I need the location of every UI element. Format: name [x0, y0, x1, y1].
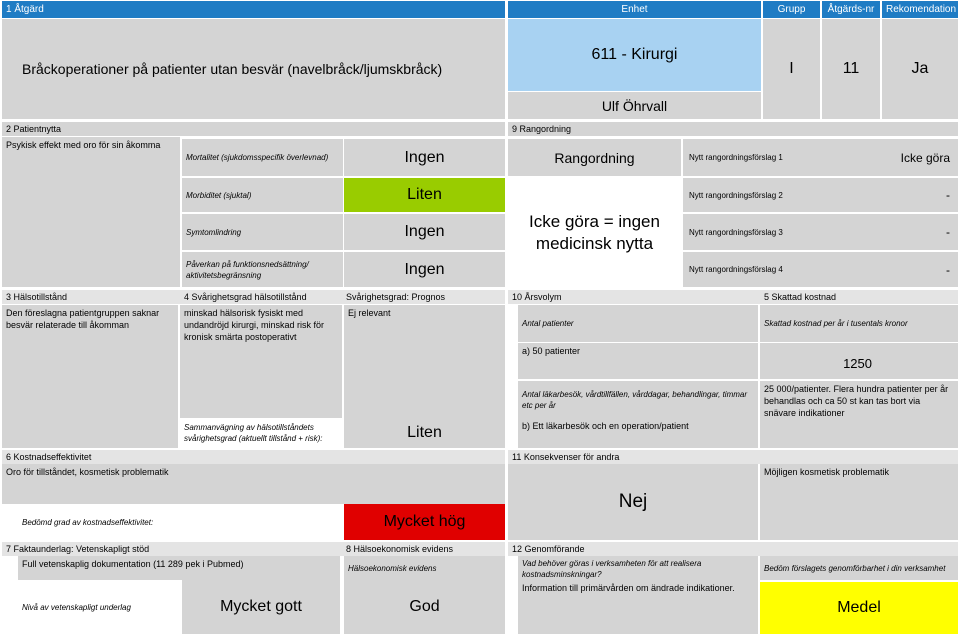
- section-label-arsvolym: 10 Årsvolym: [512, 292, 562, 302]
- facts-level-label: Nivå av vetenskapligt underlag: [18, 580, 180, 634]
- column-header-grupp: Grupp: [763, 1, 820, 18]
- patient-row-value-funktion: Ingen: [344, 252, 505, 287]
- section-label-kostnad: 5 Skattad kostnad: [764, 292, 837, 302]
- prognosis-text: Ej relevant: [344, 305, 505, 418]
- ranking-row-4-label: Nytt rangordningsförslag 4: [689, 265, 783, 274]
- implementation-question: Vad behöver göras i verksamheten för att realisera kostnadsminskningar?: [518, 556, 758, 580]
- section-label-kostnadseffektivitet: 6 Kostnadseffektivitet: [2, 450, 505, 464]
- cost-effect-assess-label: Bedömd grad av kostnadseffektivitet:: [18, 504, 342, 540]
- feasibility-label: Bedöm förslagets genomförbarhet i din verksamhet: [760, 556, 958, 580]
- facts-text: Full vetenskaplig dokumentation (11 289 pek i Pubmed): [18, 556, 340, 580]
- patient-row-value-symtomlindring: Ingen: [344, 214, 505, 250]
- cost-note: 25 000/patienter. Flera hundra patienter per år behandlas och ca 50 st kan tas bort via snävare indikationer: [760, 381, 958, 448]
- implementation-answer: Information till primärvården om ändrade indikationer.: [518, 580, 758, 634]
- section-label-halsoekonomisk: 8 Hälsoekonomisk evidens: [346, 544, 454, 554]
- unit-cell: 611 - Kirurgi: [508, 19, 761, 91]
- person-cell: Ulf Öhrvall: [508, 92, 761, 119]
- column-header-atgardsnr: Åtgärds-nr: [822, 1, 880, 18]
- cost-effect-text: Oro för tillståndet, kosmetisk problematik: [2, 464, 505, 504]
- number-value: 11: [822, 19, 880, 119]
- section-label-faktaunderlag: 7 Faktaunderlag: Vetenskapligt stöd: [6, 544, 150, 554]
- patient-description: Psykisk effekt med oro för sin åkomma: [2, 137, 180, 287]
- page-title: [2, 19, 505, 119]
- patient-row-value-morbiditet: Liten: [344, 178, 505, 212]
- cost-value: 1250: [760, 343, 958, 379]
- patients-label: Antal patienter: [518, 305, 758, 342]
- patients-value: a) 50 patienter: [518, 343, 758, 379]
- ranking-row-1-value: Icke göra: [900, 150, 950, 165]
- facts-level-value: Mycket gott: [182, 580, 340, 634]
- ranking-title: Rangordning: [508, 139, 681, 176]
- patient-row-label-mortalitet: Mortalitet (sjukdomsspecifik överlevnad): [182, 139, 343, 176]
- ranking-main-text: Icke göra = ingen medicinsk nytta: [508, 178, 681, 287]
- ranking-row-3-label: Nytt rangordningsförslag 3: [689, 227, 783, 237]
- weighing-label: Sammanvägning av hälsotillståndets svårighetsgrad (aktuellt tillstånd + risk):: [180, 418, 342, 448]
- severity-text: minskad hälsorisk fysiskt med undandröjd kirurgi, minskad risk för kronisk smärta postoperativt: [180, 305, 342, 418]
- patient-row-value-mortalitet: Ingen: [344, 139, 505, 176]
- visits-label: Antal läkarbesök, vårdtillfällen, vårddagar, behandlingar, timmar etc per år: [518, 381, 758, 418]
- consequences-value: Nej: [508, 464, 758, 540]
- ranking-row-2-label: Nytt rangordningsförslag 2: [689, 190, 783, 200]
- group-value: I: [763, 19, 820, 119]
- weighing-value: Liten: [344, 418, 505, 448]
- ranking-row-1-label: Nytt rangordningsförslag 1: [689, 153, 783, 162]
- section-label-prognos: Svårighetsgrad: Prognos: [346, 292, 446, 302]
- section-label-genomforande: 12 Genomförande: [508, 542, 958, 556]
- patient-row-label-funktion: Påverkan på funktionsnedsättning/ aktivitetsbegränsning: [182, 252, 343, 287]
- recommendation-value: Ja: [882, 19, 958, 119]
- column-header-rekommendation: Rekomendation: [882, 1, 958, 18]
- consequences-text: Möjligen kosmetisk problematik: [760, 464, 958, 540]
- section-label-halsotillstand: 3 Hälsotillstånd: [6, 292, 68, 302]
- ranking-row-2-value: -: [946, 188, 950, 202]
- column-header-enhet: Enhet: [508, 1, 761, 18]
- patient-row-label-morbiditet: Morbiditet (sjuktal): [182, 178, 343, 212]
- health-text: Den föreslagna patientgruppen saknar besvär relaterade till åkomman: [2, 305, 178, 448]
- cost-description: Skattad kostnad per år i tusentals kronor: [760, 305, 958, 342]
- page-title-text: Bråckoperationer på patienter utan besvär (navelbråck/ljumskbråck): [22, 61, 443, 77]
- ranking-row-4-value: -: [946, 262, 950, 277]
- section-label-konsekvenser: 11 Konsekvenser för andra: [508, 450, 958, 464]
- visits-value: b) Ett läkarbesök och en operation/patient: [518, 418, 758, 448]
- section-label-rangordning: 9 Rangordning: [508, 122, 958, 136]
- section-label-patientnytta: 2 Patientnytta: [2, 122, 505, 136]
- cost-effect-assess-value: Mycket hög: [344, 504, 505, 540]
- ranking-row-3-value: -: [946, 225, 950, 239]
- section-header-atgard: 1 Åtgärd: [2, 1, 505, 18]
- econ-value: God: [344, 580, 505, 634]
- econ-description: Hälsoekonomisk evidens: [344, 556, 505, 580]
- section-label-svarighetsgrad: 4 Svårighetsgrad hälsotillstånd: [184, 292, 307, 302]
- patient-row-label-symtomlindring: Symtomlindring: [182, 214, 343, 250]
- feasibility-value: Medel: [760, 582, 958, 634]
